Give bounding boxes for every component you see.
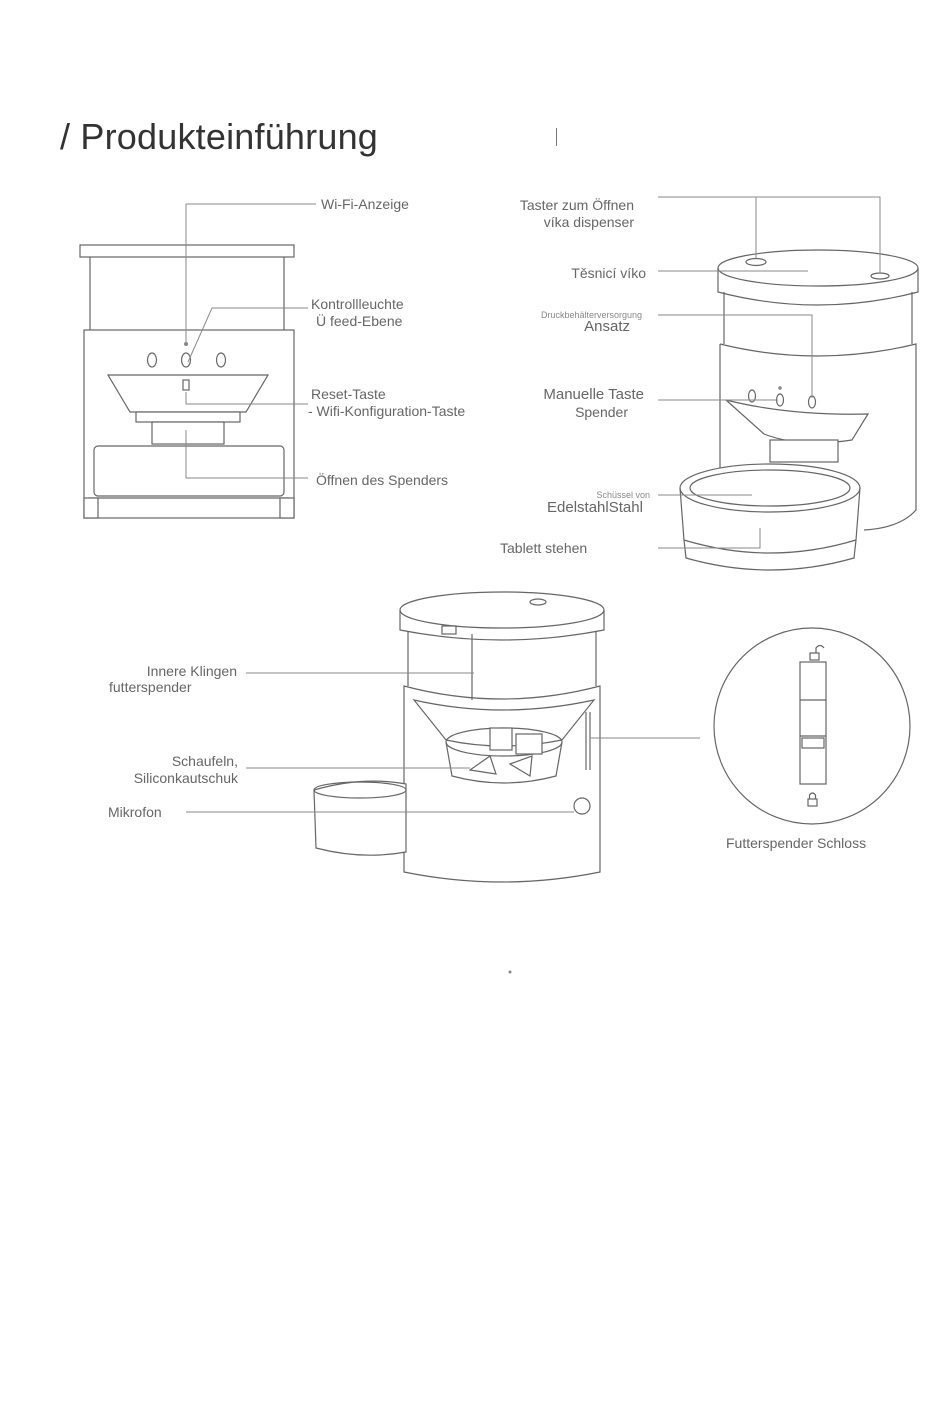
label-stainless-part1: Edelstahl — [547, 499, 609, 516]
label-stainless-bowl — [547, 499, 643, 516]
label-feed-level: Ü feed-Ebene — [316, 313, 403, 329]
lock-detail-drawing — [714, 628, 910, 824]
label-desiccant-attachment: Ansatz — [584, 318, 630, 335]
label-manual-button: Manuelle Taste — [543, 386, 644, 403]
label-paddles: Schaufeln, — [171, 753, 238, 769]
label-desiccant-small: Druckbehälterversorgung — [540, 310, 642, 320]
label-wifi-indicator: Wi-Fi-Anzeige — [321, 196, 409, 212]
label-tray-stand: Tablett stehen — [500, 540, 588, 556]
label-open-button: Taster zum Öffnen — [519, 197, 634, 213]
label-control-light: Kontrollleuchte — [311, 296, 404, 312]
label-manual-dispenser: Spender — [575, 404, 628, 420]
page-title: / Produkteinführung — [60, 116, 379, 157]
label-sealing-lid: Těsnicí víko — [571, 265, 646, 281]
label-dispenser-lock: Futterspender Schloss — [726, 835, 867, 851]
label-inner-blades-dispenser: futterspender — [109, 679, 192, 695]
side-view-drawing — [658, 197, 918, 570]
label-microphone: Mikrofon — [108, 804, 162, 820]
label-stainless-part2: Stahl — [608, 499, 643, 516]
label-dispenser-opening: Öffnen des Spenders — [316, 472, 449, 488]
label-wifi-config-button: - Wifi-Konfiguration-Taste — [308, 403, 466, 419]
label-bowl-small: Schüssel von — [596, 490, 650, 500]
label-silicone-rubber: Siliconkautschuk — [133, 770, 238, 786]
label-inner-blades: Innere Klingen — [146, 663, 237, 679]
cutaway-view-drawing — [186, 592, 700, 882]
label-lid-dispenser: víka dispenser — [543, 214, 634, 230]
front-view-drawing — [80, 204, 316, 518]
label-reset-button: Reset-Taste — [311, 386, 386, 402]
